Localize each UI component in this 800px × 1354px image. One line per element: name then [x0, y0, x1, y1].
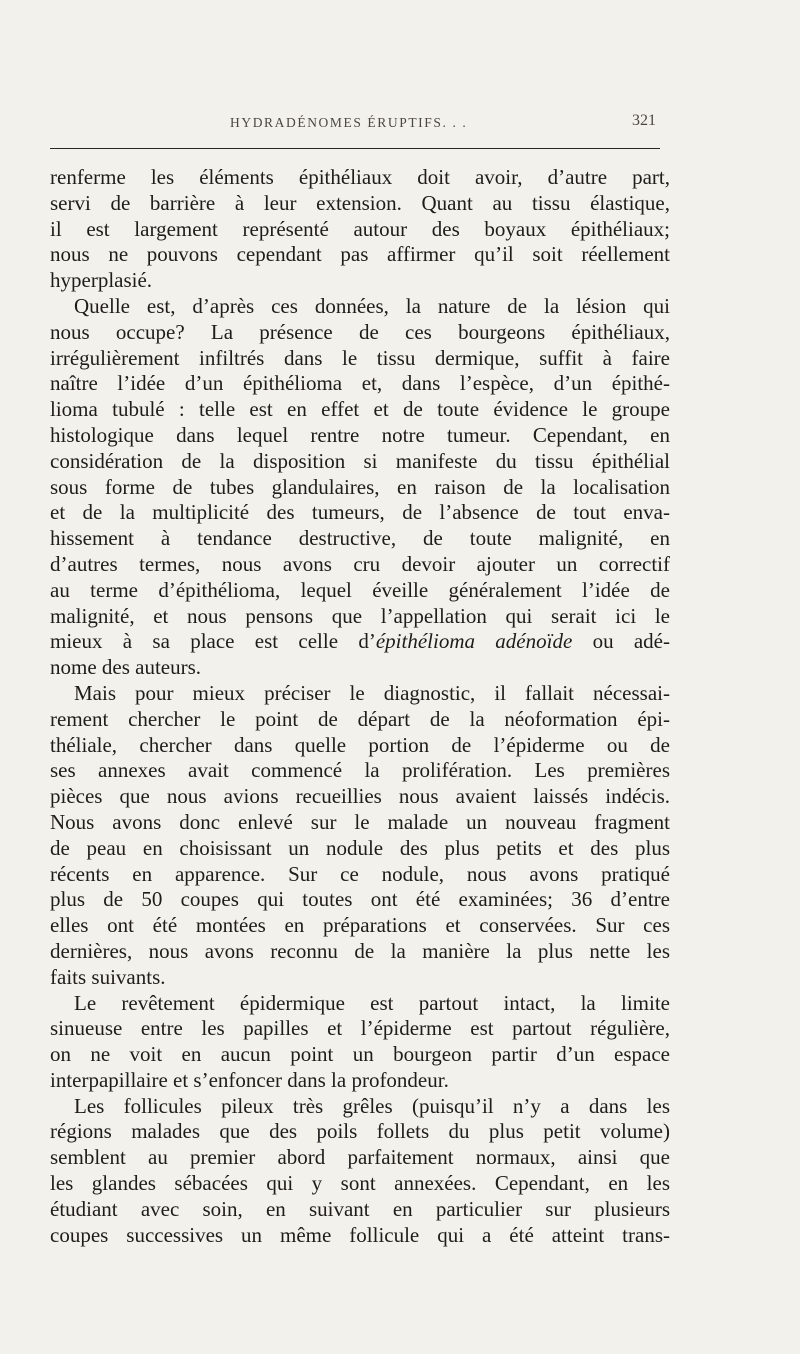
text-line: dernières, nous avons reconnu de la manière la plus nette les [50, 938, 670, 963]
text-line: Quelle est, d’après ces données, la nature de la lésion qui [74, 293, 670, 318]
text-line: plus de 50 coupes qui toutes ont été examinées; 36 d’entre [50, 887, 670, 912]
text-line: Nous avons donc enlevé sur le malade un nouveau fragment [50, 809, 670, 834]
text-line: étudiant avec soin, en suivant en particulier sur plusieurs [50, 1196, 670, 1221]
text-line: nous occupe? La présence de ces bourgeons épithéliaux, [50, 319, 670, 344]
text-line: coupes successives un même follicule qui a été atteint trans- [50, 1222, 670, 1247]
text-line: Mais pour mieux préciser le diagnostic, il fallait nécessai- [74, 680, 670, 705]
text-line: renferme les éléments épithéliaux doit avoir, d’autre part, [50, 165, 670, 189]
running-head: HYDRADÉNOMES ÉRUPTIFS. . . [230, 115, 468, 130]
page-header [50, 104, 662, 144]
text-line: sous forme de tubes glandulaires, en raison de la localisation [50, 474, 670, 499]
text-line: faits suivants. [50, 964, 166, 989]
text-line: hissement à tendance destructive, de toute malignité, en [50, 526, 670, 551]
text-line: sinueuse entre les papilles et l’épiderme est partout régulière, [50, 1016, 670, 1041]
text-line: ses annexes avait commencé la prolifération. Les premières [50, 758, 670, 783]
text-line: d’autres termes, nous avons cru devoir ajouter un correctif [50, 551, 670, 576]
text-line: il est largement représenté autour des boyaux épithéliaux; [50, 216, 670, 241]
text-line: malignité, et nous pensons que l’appellation qui serait ici le [50, 603, 670, 628]
text-line: on ne voit en aucun point un bourgeon partir d’un espace [50, 1042, 670, 1067]
text-line: rement chercher le point de départ de la néoformation épi- [50, 706, 670, 731]
text-line: Les follicules pileux très grêles (puisqu’il n’y a dans les [74, 1093, 670, 1118]
text-line: interpapillaire et s’enfoncer dans la profondeur. [50, 1067, 449, 1092]
text-line: Le revêtement épidermique est partout intact, la limite [74, 990, 670, 1015]
text-line: servi de barrière à leur extension. Quant au tissu élastique, [50, 190, 670, 215]
text-line: histologique dans lequel rentre notre tumeur. Cependant, en [50, 422, 670, 447]
text-line: de peau en choisissant un nodule des plus petits et des plus [50, 835, 670, 860]
text-run: ou adé- [572, 629, 670, 654]
text-line: pièces que nous avions recueillies nous avaient laissés indécis. [50, 784, 670, 809]
body-text [50, 165, 670, 1248]
text-line: irrégulièrement infiltrés dans le tissu dermique, suffit à faire [50, 345, 670, 370]
text-line: nous ne pouvons cependant pas affirmer qu’il soit réellement [50, 242, 670, 267]
text-line: naître l’idée d’un épithélioma et, dans l’espèce, d’un épithé- [50, 371, 670, 396]
text-line: les glandes sébacées qui y sont annexées. Cependant, en les [50, 1171, 670, 1196]
page-number: 321 [632, 112, 656, 129]
text-line: au terme d’épithélioma, lequel éveille généralement l’idée de [50, 577, 670, 602]
text-line: récents en apparence. Sur ce nodule, nous avons pratiqué [50, 861, 670, 886]
text-line: considération de la disposition si manifeste du tissu épithélial [50, 448, 670, 473]
text-line: lioma tubulé : telle est en effet et de toute évidence le groupe [50, 397, 670, 422]
text-run: mieux à sa place est celle d’ [50, 629, 376, 654]
text-line: régions malades que des poils follets du plus petit volume) [50, 1119, 670, 1144]
text-line: et de la multiplicité des tumeurs, de l’absence de tout enva- [50, 500, 670, 525]
header-rule [50, 148, 660, 149]
text-line: elles ont été montées en préparations et conservées. Sur ces [50, 913, 670, 938]
text-line: hyperplasié. [50, 268, 153, 293]
text-line: nome des auteurs. [50, 655, 202, 680]
text-line [50, 629, 670, 655]
italic-term: épithélioma adénoïde [375, 629, 573, 654]
text-line: semblent au premier abord parfaitement normaux, ainsi que [50, 1145, 670, 1170]
text-line: théliale, chercher dans quelle portion de l’épiderme ou de [50, 732, 670, 757]
